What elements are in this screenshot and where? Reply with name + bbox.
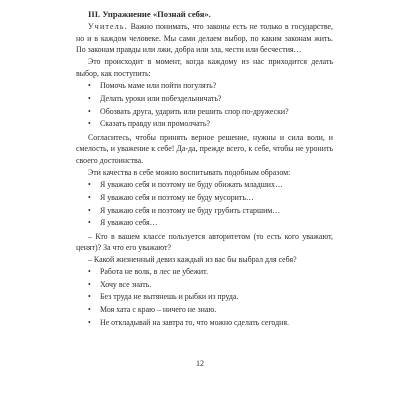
page-number: 12 — [196, 359, 204, 368]
list-item: • Обозвать друга, ударить или решить спор по-дружески? — [76, 106, 333, 117]
respect-list — [76, 179, 333, 229]
list-item: • Я уважаю себя и поэтому не буду обижать младших… — [76, 179, 333, 190]
list-item: • Я уважаю себя… — [76, 217, 333, 228]
list-item: • Я уважаю себя и поэтому не буду мусорить… — [76, 192, 333, 203]
list-item: • Сказать правду или промолчать? — [76, 118, 333, 129]
list-item: • Без труда не вытянешь и рыбки из пруда. — [76, 291, 333, 302]
authority-question: – Кто в вашем классе пользуется авторитетом (то есть кого уважают, ценят)? За что его уважают? — [76, 231, 333, 253]
list-item: • Хочу все знать. — [76, 279, 333, 290]
mottos-list — [76, 266, 333, 328]
qualities-paragraph: Эти качества в себе можно воспитывать подобным образом: — [88, 167, 291, 177]
section-heading: III. Упражнение «Познай себя». — [88, 9, 211, 19]
speaker-label: Учитель. — [88, 22, 128, 32]
list-item: • Работа не волк, в лес не убежит. — [76, 266, 333, 277]
list-item: • Помочь маме или пойти погулять? — [76, 80, 333, 91]
list-item: • Я уважаю себя и поэтому не буду грубить старшим… — [76, 205, 333, 216]
intro-paragraph — [76, 21, 333, 55]
intro-text: Важно понимать, что законы есть не только в государстве, но и в каждом человеке. Мы сами делаем выбор, по каким законам жить. По законам правды или лжи, добра или зла, чести или бесчестия… — [76, 22, 333, 55]
agree-paragraph: Согласитесь, чтобы принять верное решение, нужны и сила воли, и смелость, и уважение к себе! Да-да, прежде всего, к себе, чтобы не уронить своего достоинства. — [76, 132, 333, 165]
list-item: • Делать уроки или побездельничать? — [76, 93, 333, 104]
choices-list — [76, 80, 333, 130]
choice-paragraph: Это происходит в момент, когда каждому из нас приходится делать выбор, как поступить: — [76, 57, 333, 78]
page-content — [76, 9, 333, 330]
motto-question: – Какой жизненный девиз каждый из вас бы выбрал для себя? — [88, 254, 297, 264]
list-item: • Моя хата с краю – ничего не знаю. — [76, 304, 333, 315]
list-item: • Не откладывай на завтра то, что можно сделать сегодня. — [76, 317, 333, 328]
